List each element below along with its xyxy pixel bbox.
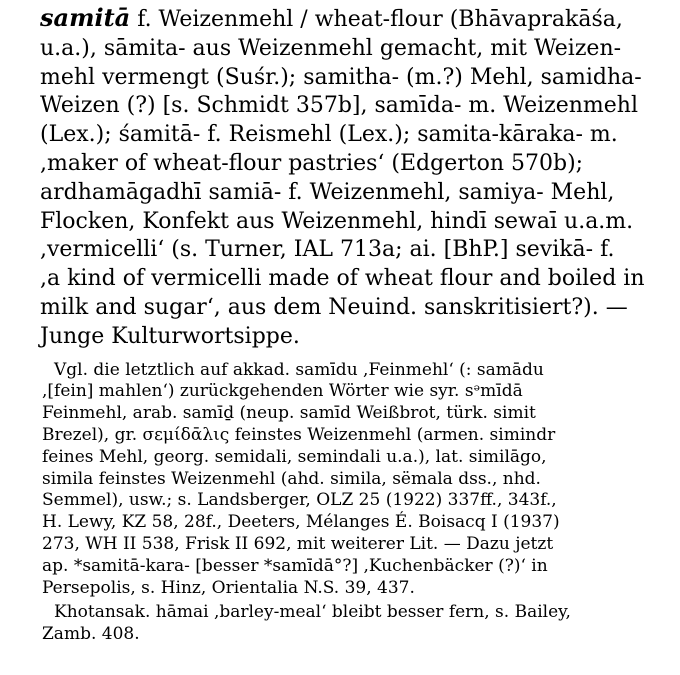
note1-line-7: Semmel), usw.; s. Landsberger, OLZ 25 (1922) 337ff., 343f., <box>42 490 557 511</box>
entry-line-5: (Lex.); śamitā- f. Reismehl (Lex.); samita-kāraka- m. <box>40 122 618 148</box>
note-paragraph-1 <box>42 360 668 600</box>
note1-line-8: H. Lewy, KZ 58, 28f., Deeters, Mélanges É. Boisacq I (1937) <box>42 512 560 533</box>
note1-line-10: ap. *samitā-kara- [besser *samīdā°?] ,Kuchenbäcker (?)‘ in <box>42 555 548 576</box>
entry-line-11: milk and sugar‘, aus dem Neuind. sanskritisiert?). — <box>40 294 628 320</box>
entry-line-4: Weizen (?) [s. Schmidt 357b], samīda- m. Weizenmehl <box>40 93 638 119</box>
entry-line-12: Junge Kulturwortsippe. <box>40 323 300 349</box>
note1-line-1: Vgl. die letztlich auf akkad. samīdu ,Feinmehl‘ (: samādu <box>54 359 544 380</box>
note1-line-5: feines Mehl, georg. semidali, semindali u.a.), lat. similāgo, <box>42 446 547 467</box>
entry-line-9: ,vermicelli‘ (s. Turner, IAL 713a; ai. [BhP.] sevikā- f. <box>40 237 615 263</box>
note1-line-6: simila feinstes Weizenmehl (ahd. simila, sëmala dss., nhd. <box>42 468 541 489</box>
entry-line-text: f. Weizenmehl / wheat-flour (Bhāvaprakāśa, <box>130 7 623 32</box>
note-paragraph-2 <box>42 602 668 646</box>
entry-line-10: ,a kind of vermicelli made of wheat flour and boiled in <box>40 266 645 292</box>
entry-line-7: ardhamāgadhī samiā- f. Weizenmehl, samiya- Mehl, <box>40 179 615 205</box>
entry-line-2: u.a.), sāmita- aus Weizenmehl gemacht, mit Weizen- <box>40 35 622 61</box>
entry-notes <box>42 360 668 646</box>
note1-line-2: ,[fein] mahlen‘) zurückgehenden Wörter wie syr. sᵊmīdā <box>42 381 523 402</box>
note1-line-3: Feinmehl, arab. samīḏ (neup. samīd Weißbrot, türk. simit <box>42 403 536 424</box>
entry-line-3: mehl vermengt (Suśr.); samitha- (m.?) Mehl, samidha- <box>40 64 642 90</box>
note1-line-9: 273, WH II 538, Frisk II 692, mit weiterer Lit. — Dazu jetzt <box>42 533 554 554</box>
note2-line-2: Zamb. 408. <box>42 624 140 645</box>
note1-line-4: Brezel), gr. σεμίδᾱλις feinstes Weizenmehl (armen. simindr <box>42 424 556 445</box>
entry-line-1 <box>40 4 668 35</box>
headword: samitā <box>40 3 131 32</box>
entry-line-8: Flocken, Konfekt aus Weizenmehl, hindī sewaī u.a.m. <box>40 208 634 234</box>
entry-main-text <box>40 4 668 352</box>
note2-line-1: Khotansak. hāmai ,barley-meal‘ bleibt besser fern, s. Bailey, <box>54 602 571 623</box>
entry-line-6: ,maker of wheat-flour pastries‘ (Edgerton 570b); <box>40 150 584 176</box>
note1-line-11: Persepolis, s. Hinz, Orientalia N.S. 39, 437. <box>42 577 415 598</box>
